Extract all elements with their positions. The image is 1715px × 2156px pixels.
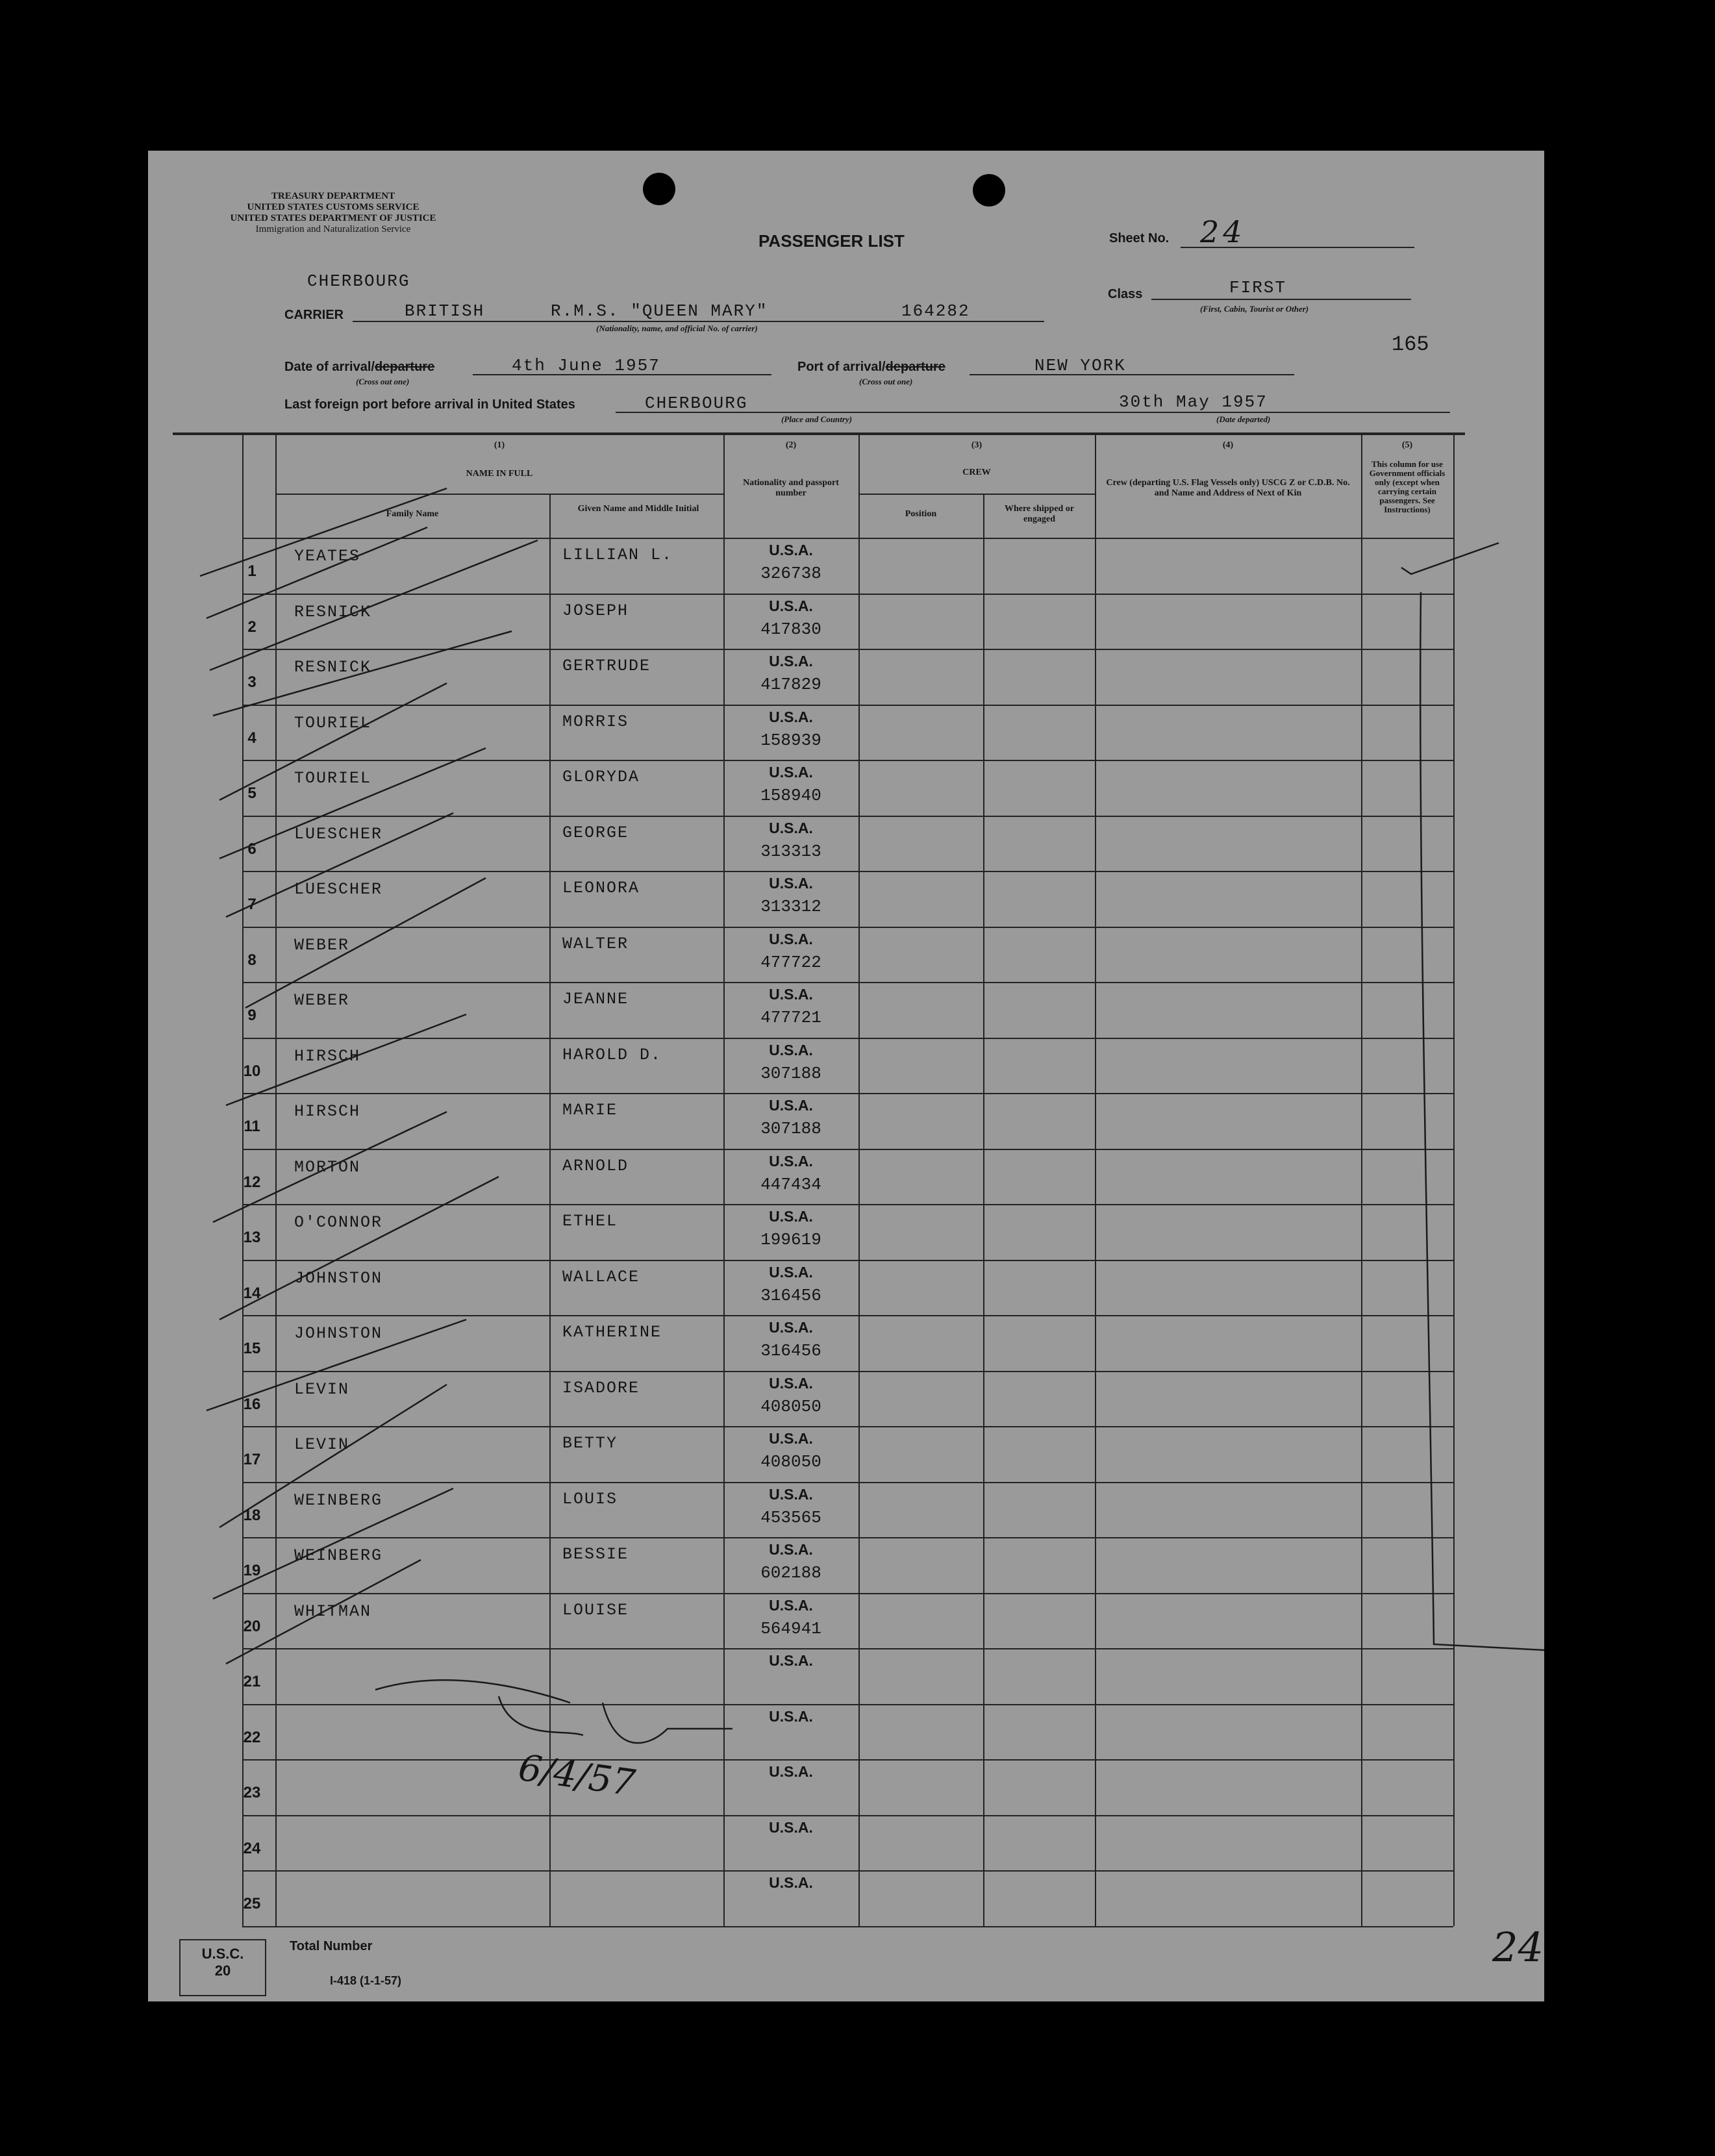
row-number: 15 <box>243 1340 261 1358</box>
departed-value: 30th May 1957 <box>1119 392 1268 412</box>
port-label-text: Port of arrival/ <box>797 360 886 374</box>
row-number: 10 <box>243 1062 261 1080</box>
tick-mark-14 <box>213 1488 453 1599</box>
row-number: 8 <box>247 951 257 969</box>
nationality: U.S.A. <box>769 1763 813 1781</box>
given-name: LOUIS <box>562 1489 618 1509</box>
family-name: HIRSCH <box>294 1046 361 1066</box>
nationality: U.S.A. <box>769 1596 813 1614</box>
carrier-official-no: 164282 <box>901 301 970 321</box>
tick-mark-4 <box>213 631 512 716</box>
signature-scribble <box>375 1680 732 1743</box>
passport-number: 447434 <box>760 1174 821 1194</box>
given-name: WALLACE <box>562 1267 640 1286</box>
nationality: U.S.A. <box>769 1208 813 1225</box>
checkmark-icon <box>1401 543 1499 574</box>
sheet-label: Sheet No. <box>1109 231 1170 245</box>
port-caption: (Cross out one) <box>859 377 913 386</box>
given-name: KATHERINE <box>562 1323 662 1342</box>
nationality: U.S.A. <box>769 1652 813 1670</box>
passport-number: 313312 <box>760 897 821 917</box>
family-name: JOHNSTON <box>294 1268 383 1288</box>
passport-number: 417829 <box>760 675 821 695</box>
tick-mark-8 <box>245 878 486 1008</box>
arrival-date: 4th June 1957 <box>512 356 660 375</box>
tick-mark-3 <box>210 540 538 670</box>
row-number: 14 <box>243 1284 261 1302</box>
given-name: GLORYDA <box>562 768 640 787</box>
family-name: TOURIEL <box>294 713 372 733</box>
nationality: U.S.A. <box>769 819 813 836</box>
carrier-nationality: BRITISH <box>405 301 485 321</box>
col5-title: This column for use Government officials only (except when carrying certain passengers. See Instructions) <box>1369 459 1446 514</box>
row-number: 16 <box>243 1395 261 1413</box>
arrival-struck: departure <box>374 360 435 374</box>
family-name: WHITMAN <box>294 1601 372 1621</box>
agency-line-3: UNITED STATES DEPARTMENT OF JUSTICE <box>230 213 436 223</box>
passport-number: 408050 <box>760 1452 821 1472</box>
family-name: WEBER <box>294 991 350 1010</box>
passport-number: 453565 <box>760 1507 821 1527</box>
departed-caption: (Date departed) <box>1216 414 1271 424</box>
col1-title: NAME IN FULL <box>466 469 533 479</box>
nationality: U.S.A. <box>769 1485 813 1503</box>
col-shipped-heading: Where shipped or engaged <box>1004 504 1075 524</box>
col5-number: (5) <box>1401 440 1413 450</box>
family-name: WEINBERG <box>294 1546 383 1566</box>
family-name: LEVIN <box>294 1379 350 1399</box>
nationality: U.S.A. <box>769 1430 813 1448</box>
page-title: PASSENGER LIST <box>758 231 905 251</box>
nationality: U.S.A. <box>769 1818 813 1836</box>
side-number: 165 <box>1392 332 1429 357</box>
bracket-line <box>1420 592 1544 1651</box>
nationality: U.S.A. <box>769 708 813 725</box>
passport-number: 307188 <box>760 1119 821 1139</box>
tick-mark-7 <box>226 813 453 917</box>
col2-number: (2) <box>785 440 797 450</box>
row-number: 24 <box>243 1839 261 1857</box>
carrier-caption: (Nationality, name, and official No. of carrier) <box>596 323 758 333</box>
passport-number: 477721 <box>760 1008 821 1028</box>
row-number: 7 <box>247 896 257 914</box>
given-name: BETTY <box>562 1434 618 1453</box>
nationality: U.S.A. <box>769 1541 813 1559</box>
tick-mark-5 <box>219 683 447 800</box>
nationality: U.S.A. <box>769 1097 813 1114</box>
row-number: 3 <box>247 673 257 692</box>
passport-number: 313313 <box>760 841 821 861</box>
row-number: 22 <box>243 1728 261 1746</box>
tick-mark-2 <box>207 527 427 618</box>
nationality: U.S.A. <box>769 1707 813 1725</box>
class-caption: (First, Cabin, Tourist or Other) <box>1200 304 1309 314</box>
class-value: FIRST <box>1229 278 1287 297</box>
passport-number: 158940 <box>760 786 821 806</box>
usc-stamp-line1: U.S.C. <box>201 1946 244 1962</box>
nationality: U.S.A. <box>769 542 813 558</box>
last-port-value: CHERBOURG <box>645 394 748 413</box>
family-name: TOURIEL <box>294 769 372 788</box>
nationality: U.S.A. <box>769 597 813 614</box>
given-name: ETHEL <box>562 1212 618 1231</box>
passport-number: 417830 <box>760 619 821 639</box>
passport-number: 316456 <box>760 1285 821 1305</box>
given-name: JEANNE <box>562 990 629 1009</box>
nationality: U.S.A. <box>769 930 813 947</box>
passport-number: 307188 <box>760 1063 821 1083</box>
family-name: HIRSCH <box>294 1102 361 1122</box>
col-position-heading: Position <box>905 509 937 519</box>
passport-number: 477722 <box>760 952 821 972</box>
col1-number: (1) <box>494 440 505 450</box>
passport-number: 326738 <box>760 564 821 583</box>
tick-mark-10 <box>213 1112 447 1222</box>
given-name: BESSIE <box>562 1545 629 1564</box>
col4-title: Crew (departing U.S. Flag Vessels only) USCG Z or C.D.B. No. and Name and Address of Next of Kin <box>1106 478 1350 498</box>
passport-number: 158939 <box>760 730 821 750</box>
col2-title: Nationality and passport number <box>743 478 839 498</box>
nationality: U.S.A. <box>769 875 813 892</box>
family-name: RESNICK <box>294 658 372 677</box>
given-name: LOUISE <box>562 1600 629 1620</box>
family-name: LUESCHER <box>294 824 383 844</box>
row-number: 5 <box>247 784 257 803</box>
passport-number: 316456 <box>760 1341 821 1361</box>
nationality: U.S.A. <box>769 1263 813 1281</box>
family-name: JOHNSTON <box>294 1324 383 1344</box>
port-struck: departure <box>885 360 945 374</box>
row-number: 13 <box>243 1229 261 1247</box>
row-number: 20 <box>243 1617 261 1635</box>
family-name: WEINBERG <box>294 1490 383 1510</box>
nationality: U.S.A. <box>769 1874 813 1892</box>
carrier-label: CARRIER <box>284 308 344 322</box>
class-label: Class <box>1108 287 1143 301</box>
nationality: U.S.A. <box>769 1374 813 1392</box>
family-name: LUESCHER <box>294 880 383 899</box>
family-name: MORTON <box>294 1157 361 1177</box>
nationality: U.S.A. <box>769 1319 813 1336</box>
nationality: U.S.A. <box>769 764 813 781</box>
row-number: 23 <box>243 1784 261 1802</box>
port-above: CHERBOURG <box>307 271 410 291</box>
nationality: U.S.A. <box>769 653 813 670</box>
nationality: U.S.A. <box>769 1041 813 1059</box>
port-value: NEW YORK <box>1034 356 1126 375</box>
row-number: 2 <box>247 618 257 636</box>
given-name: ARNOLD <box>562 1156 629 1175</box>
usc-stamp <box>179 1939 266 1996</box>
row-number: 25 <box>243 1895 261 1913</box>
last-port-label: Last foreign port before arrival in United States <box>284 397 575 412</box>
row-number: 4 <box>247 729 257 747</box>
tick-mark-9 <box>226 1014 466 1105</box>
col3-title: CREW <box>962 468 991 477</box>
form-number: I-418 (1-1-57) <box>330 1974 402 1987</box>
passport-number: 564941 <box>760 1618 821 1638</box>
passport-number: 199619 <box>760 1230 821 1250</box>
passenger-list-sheet <box>148 151 1544 2001</box>
agency-line-2: UNITED STATES CUSTOMS SERVICE <box>247 202 419 212</box>
given-name: MARIE <box>562 1101 618 1120</box>
tick-mark-6 <box>219 748 486 859</box>
col3-number: (3) <box>971 440 983 450</box>
row-number: 11 <box>244 1118 260 1136</box>
col-family-heading: Family Name <box>386 509 439 519</box>
row-number: 1 <box>247 562 257 580</box>
family-name: YEATES <box>294 547 361 566</box>
row-number: 19 <box>243 1562 261 1580</box>
corner-number: 24 <box>1492 1924 1544 1971</box>
arrival-label-text: Date of arrival/ <box>284 360 375 374</box>
tick-mark-13 <box>219 1385 447 1527</box>
family-name: O'CONNOR <box>294 1213 383 1233</box>
carrier-name: R.M.S. "QUEEN MARY" <box>551 301 768 321</box>
family-name: LEVIN <box>294 1435 350 1455</box>
row-number: 9 <box>247 1007 257 1025</box>
given-name: GERTRUDE <box>562 657 651 676</box>
family-name: RESNICK <box>294 602 372 621</box>
row-number: 6 <box>247 840 257 858</box>
given-name: WALTER <box>562 934 629 953</box>
given-name: MORRIS <box>562 712 629 731</box>
tick-mark-1 <box>200 488 447 576</box>
given-name: LILLIAN L. <box>562 545 673 564</box>
col-given-heading: Given Name and Middle Initial <box>577 504 699 514</box>
row-number: 12 <box>243 1173 261 1191</box>
handwriting-layer <box>148 151 1544 2001</box>
col4-number: (4) <box>1222 440 1234 450</box>
nationality: U.S.A. <box>769 1152 813 1170</box>
given-name: LEONORA <box>562 879 640 898</box>
total-label: Total Number <box>290 1939 373 1953</box>
passport-number: 602188 <box>760 1563 821 1583</box>
arrival-caption: (Cross out one) <box>356 377 410 386</box>
handwritten-date: 6/4/57 <box>516 1746 638 1805</box>
row-number: 18 <box>243 1506 261 1524</box>
usc-stamp-line2: 20 <box>214 1962 231 1979</box>
row-number: 21 <box>243 1673 261 1691</box>
family-name: WEBER <box>294 935 350 955</box>
agency-line-4: Immigration and Naturalization Service <box>255 224 411 234</box>
nationality: U.S.A. <box>769 986 813 1003</box>
place-caption: (Place and Country) <box>781 414 853 424</box>
agency-line-1: TREASURY DEPARTMENT <box>271 191 395 201</box>
tick-mark-15 <box>226 1560 421 1664</box>
given-name: JOSEPH <box>562 601 629 620</box>
given-name: HAROLD D. <box>562 1045 662 1064</box>
sheet-number: 24 <box>1200 214 1246 249</box>
given-name: GEORGE <box>562 823 629 842</box>
row-number: 17 <box>243 1451 261 1469</box>
tick-mark-11 <box>219 1177 499 1320</box>
given-name: ISADORE <box>562 1378 640 1398</box>
passport-number: 408050 <box>760 1396 821 1416</box>
